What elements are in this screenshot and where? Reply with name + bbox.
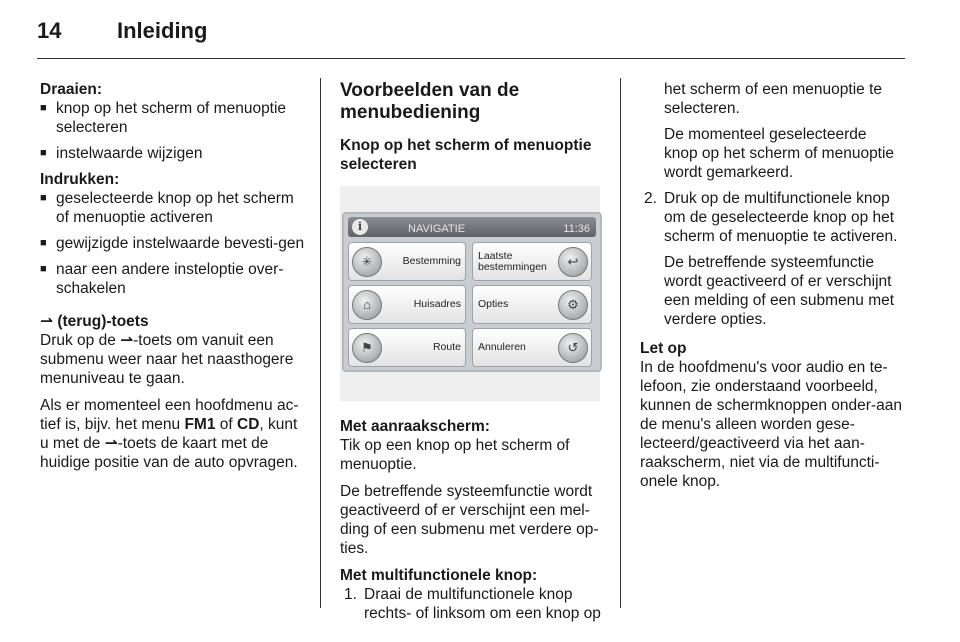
text-run: of bbox=[215, 416, 237, 433]
screen-button-label-line: Laatste bbox=[478, 250, 513, 262]
back-key-heading-text: (terug)-toets bbox=[57, 313, 149, 330]
indrukken-label: Indrukken: bbox=[40, 171, 120, 188]
screen-button-label-line: bestemmingen bbox=[478, 261, 547, 273]
screen-button-label bbox=[478, 251, 547, 273]
note-text: In de hoofdmenu's voor audio en te-lefoon, zie onderstaand voorbeeld, kunnen de schermknoppen onder-aan de menu's alleen worden gese-lecteerd/geactiveerd via het aan-raakscherm, niet via de multifuncti-onele knop. bbox=[640, 359, 902, 490]
step-2 bbox=[640, 189, 902, 246]
back-arrow-icon: ⇀ bbox=[40, 313, 53, 330]
column-2 bbox=[340, 80, 605, 630]
info-icon: i bbox=[352, 219, 368, 235]
draaien-item: ■ knop op het scherm of menuoptie selecteren bbox=[40, 99, 306, 137]
recent-destinations-icon: ↩ bbox=[558, 247, 588, 277]
screen-button-label: Annuleren bbox=[478, 341, 526, 353]
step-1 bbox=[340, 585, 605, 623]
step-text: Draai de multifunctionele knop rechts- of linksom om een knop op bbox=[364, 586, 601, 622]
screen-button-label: Route bbox=[432, 341, 461, 353]
screen-button-label: Opties bbox=[478, 298, 509, 310]
screen-button-label: Huisadres bbox=[413, 298, 461, 310]
step-number: 1. bbox=[344, 586, 357, 603]
touchscreen-paragraph-1: Tik op een knop op het scherm of menuoptie. bbox=[340, 437, 570, 473]
column-divider-2 bbox=[620, 78, 621, 608]
page-title: Inleiding bbox=[117, 18, 208, 43]
column-divider-1 bbox=[320, 78, 321, 608]
home-icon: ⌂ bbox=[352, 290, 382, 320]
section-heading: Voorbeelden van de menubediening bbox=[340, 80, 520, 123]
screen-title: NAVIGATIE bbox=[408, 223, 466, 235]
back-key-paragraph-1 bbox=[40, 331, 306, 388]
screen-button-annuleren bbox=[472, 328, 592, 367]
indrukken-item: ■ gewijzigde instelwaarde bevesti-gen bbox=[40, 234, 306, 253]
screen-button-huisadres bbox=[348, 285, 466, 324]
touchscreen-paragraph-2: De betreffende systeemfunctie wordt geactiveerd of er verschijnt een mel-ding of een submenu met verdere op-ties. bbox=[340, 483, 599, 557]
note-label: Let op bbox=[640, 340, 687, 357]
screen-button-laatste-bestemmingen bbox=[472, 242, 592, 281]
screen-display bbox=[342, 212, 602, 372]
touchscreen-label: Met aanraakscherm: bbox=[340, 418, 490, 435]
text-run: -toets de kaart met de huidige positie van de auto opvragen. bbox=[40, 435, 298, 471]
screen-title-bar bbox=[348, 217, 596, 237]
draaien-label: Draaien: bbox=[40, 81, 103, 98]
step-number: 2. bbox=[644, 190, 657, 207]
header-rule bbox=[37, 58, 905, 59]
back-arrow-icon: ⇀ bbox=[104, 435, 118, 452]
gear-icon: ⚙ bbox=[558, 290, 588, 320]
navigation-screen-illustration bbox=[340, 186, 600, 401]
screen-button-label: Bestemming bbox=[402, 255, 461, 267]
menu-name-cd: CD bbox=[237, 416, 260, 433]
text-run: Druk op de bbox=[40, 332, 121, 349]
indrukken-item: ■ naar een andere insteloptie over-schakelen bbox=[40, 260, 306, 298]
step-1-detail: De momenteel geselecteerde knop op het scherm of menuoptie wordt gemarkeerd. bbox=[664, 126, 895, 181]
step-2-detail: De betreffende systeemfunctie wordt geactiveerd of er verschijnt een melding of een submenu met verdere opties. bbox=[664, 254, 895, 328]
screen-button-route bbox=[348, 328, 466, 367]
screen-button-bestemming bbox=[348, 242, 466, 281]
screen-clock: 11:36 bbox=[563, 223, 590, 235]
text-run: , kunt u met de bbox=[40, 416, 298, 452]
screen-button-opties bbox=[472, 285, 592, 324]
step-text: Druk op de multifunctionele knop om de geselecteerde knop op het scherm of menuoptie te activeren. bbox=[664, 190, 898, 245]
text-run: -toets om vanuit een submenu weer naar het naasthogere menuniveau te gaan. bbox=[40, 332, 294, 387]
route-icon: ⚑ bbox=[352, 333, 382, 363]
column-3 bbox=[640, 80, 902, 499]
destination-icon: ✳ bbox=[352, 247, 382, 277]
page-number: 14 bbox=[37, 18, 62, 43]
back-key-heading bbox=[40, 312, 306, 331]
draaien-item: ■ instelwaarde wijzigen bbox=[40, 144, 306, 163]
knob-label: Met multifunctionele knop: bbox=[340, 567, 538, 584]
step-1-continued: het scherm of een menuoptie te selecteren. bbox=[664, 81, 882, 117]
cancel-icon: ↺ bbox=[558, 333, 588, 363]
back-arrow-icon: ⇀ bbox=[120, 332, 134, 349]
page-header bbox=[37, 18, 207, 44]
indrukken-item: ■ geselecteerde knop op het scherm of menuoptie activeren bbox=[40, 189, 306, 227]
column-1 bbox=[40, 80, 306, 480]
menu-name-fm1: FM1 bbox=[184, 416, 216, 433]
back-key-paragraph-2 bbox=[40, 396, 306, 472]
sub-heading: Knop op het scherm of menuoptie selecteren bbox=[340, 137, 592, 173]
text-run: Als er momenteel een hoofdmenu ac-tief is, bijv. het menu bbox=[40, 397, 299, 433]
